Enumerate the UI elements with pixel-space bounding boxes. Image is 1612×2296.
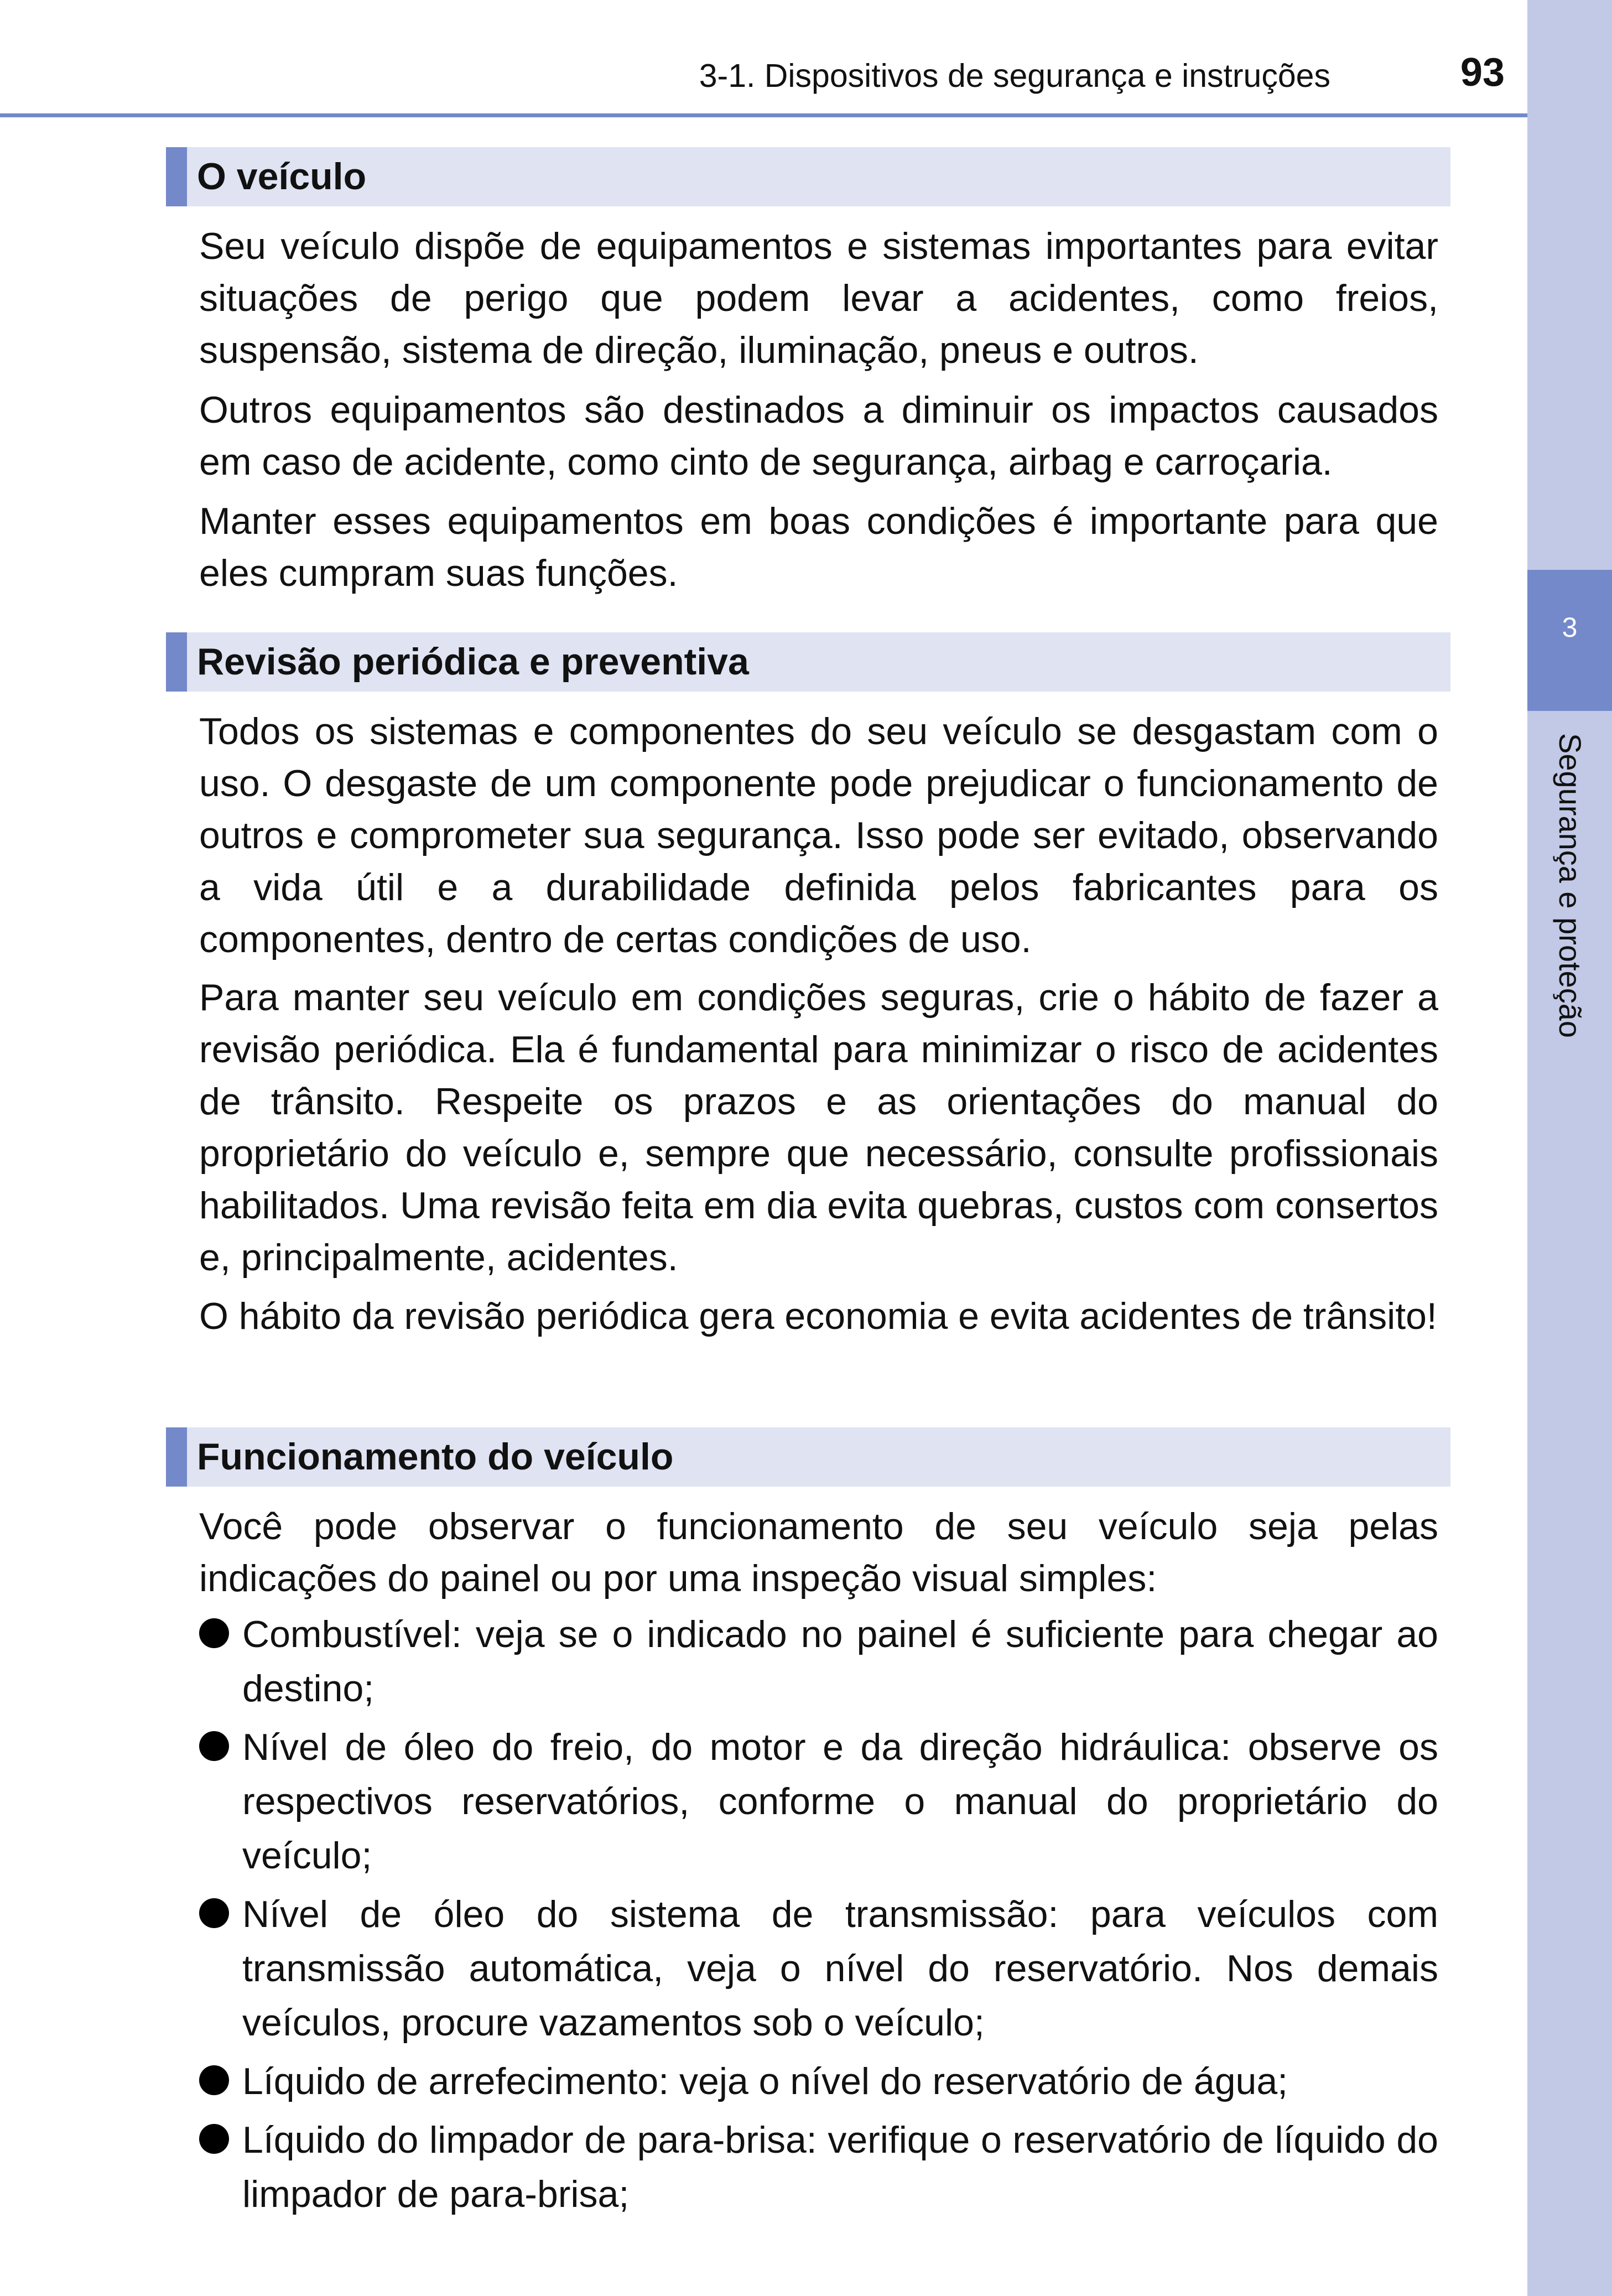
list-item-text: Líquido de arrefecimento: veja o nível do reservatório de água; [242,2060,1288,2102]
list-item [199,2054,1438,2108]
paragraph: O hábito da revisão periódica gera economia e evita acidentes de trânsito! [199,1295,1437,1337]
section-heading-vehicle: O veículo [166,147,1450,206]
chapter-tab-number: 3 [1562,612,1578,643]
section-heading-vehicle-operation: Funcionamento do veículo [166,1427,1450,1487]
paragraph: Seu veículo dispõe de equipamentos e sistemas importantes para evitar situações de perigo que podem levar a acidentes, como freios, suspensão, sistema de direção, iluminação, pneus e outros. [199,225,1438,371]
paragraph: Manter esses equipamentos em boas condições é importante para que eles cumpram suas funções. [199,500,1438,594]
header-divider [0,113,1527,117]
bullet-icon [199,2065,229,2095]
list-item-text: Combustível: veja se o indicado no painel é suficiente para chegar ao destino; [242,1613,1438,1710]
list-item-text: Nível de óleo do freio, do motor e da direção hidráulica: observe os respectivos reservatórios, conforme o manual do proprietário do veículo; [242,1726,1438,1877]
paragraph: Você pode observar o funcionamento de seu veículo seja pelas indicações do painel ou por uma inspeção visual simples: [199,1505,1438,1599]
list-item-text: Líquido do limpador de para-brisa: verifique o reservatório de líquido do limpador de para-brisa; [242,2119,1438,2215]
bullet-icon [199,1898,229,1928]
chapter-tab-label: Segurança e proteção [1553,733,1588,1038]
list-item-text: Nível de óleo do sistema de transmissão: para veículos com transmissão automática, veja o nível do reservatório. Nos demais veículos, procure vazamentos sob o veículo; [242,1893,1438,2044]
list-item [199,1607,1438,1716]
bullet-icon [199,2124,229,2154]
list-item [199,1887,1438,2050]
paragraph: Para manter seu veículo em condições seguras, crie o hábito de fazer a revisão periódica. Ela é fundamental para minimizar o risco de acidentes de trânsito. Respeite os prazos e as orientações do manual do proprietário do veículo e, sempre que necessário, consulte profissionais habilitados. Uma revisão feita em dia evita quebras, custos com consertos e, principalmente, acidentes. [199,976,1438,1279]
page-number: 93 [1460,50,1505,95]
paragraph: Todos os sistemas e componentes do seu veículo se desgastam com o uso. O desgaste de um componente pode prejudicar o funcionamento de outros e comprometer sua segurança. Isso pode ser evitado, observando a vida útil e a durabilidade definida pelos fabricantes para os componentes, dentro de certas condições de uso. [199,710,1438,960]
bullet-icon [199,1618,229,1648]
list-item [199,2113,1438,2221]
chapter-side-band [1527,0,1612,2296]
list-item [199,1720,1438,1883]
paragraph: Outros equipamentos são destinados a diminuir os impactos causados em caso de acidente, como cinto de segurança, airbag e carroçaria. [199,389,1438,483]
inspection-checklist [199,1607,1438,2226]
section-heading-periodic-review: Revisão periódica e preventiva [166,632,1450,692]
running-header: 3-1. Dispositivos de segurança e instruções [699,58,1330,94]
bullet-icon [199,1731,229,1761]
